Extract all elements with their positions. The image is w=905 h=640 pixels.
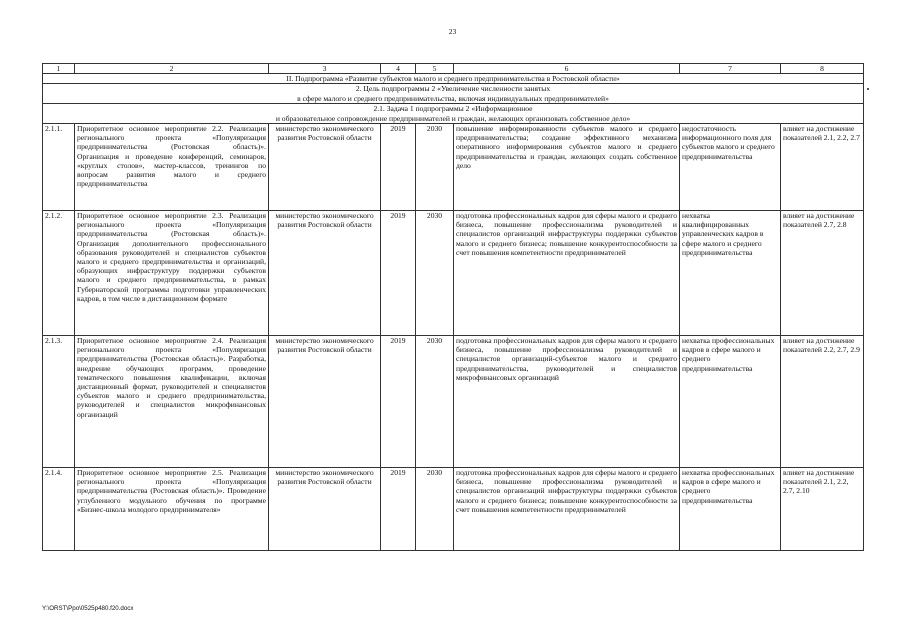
column-number: 3 [269, 64, 381, 74]
column-number: 7 [680, 64, 781, 74]
row-number: 2.1.2. [43, 211, 75, 336]
end-year-cell: 2030 [416, 468, 454, 551]
indicators-cell: влияет на достижение показателей 2.2, 2.7, 2.9 [781, 336, 864, 468]
row-number: 2.1.4. [43, 468, 75, 551]
column-number-row [43, 64, 864, 74]
page-number: 23 [448, 27, 457, 36]
table-row [43, 124, 864, 211]
start-year-cell: 2019 [381, 211, 416, 336]
column-number: 1 [43, 64, 75, 74]
row-number: 2.1.3. [43, 336, 75, 468]
consequences-cell: нехватка квалифицированных управленческих кадров в сфере малого и среднего предпринимательства [680, 211, 781, 336]
indicators-cell: влияет на достижение показателей 2.7, 2.8 [781, 211, 864, 336]
column-number: 8 [781, 64, 864, 74]
task-header-line-2: и образовательное сопровождение предпринимателей и граждан, желающих организовать собственное дело» [275, 113, 631, 123]
end-year-cell: 2030 [416, 336, 454, 468]
goal-header-row [43, 84, 864, 104]
table-row [43, 468, 864, 551]
task-header-row [43, 104, 864, 124]
consequences-cell: нехватка профессиональных кадров в сфере малого и среднего предпринимательства [680, 468, 781, 551]
column-number: 6 [454, 64, 680, 74]
goal-header-line-1: 2. Цель подпрограммы 2 «Увеличение численности занятых [355, 84, 551, 94]
end-year-cell: 2030 [416, 211, 454, 336]
event-cell: Приоритетное основное мероприятие 2.5. Реализация регионального проекта «Популяризация предпринимательства (Ростовская область)». Проведение углубленного модульного обучения по программе «Бизнес-школа молодого предпринимателя» [75, 468, 269, 551]
task-header [43, 104, 864, 124]
executor-cell: министерство экономического развития Ростовской области [269, 468, 381, 551]
indicators-cell: влияет на достижение показателей 2.1, 2.2, 2.7 [781, 124, 864, 211]
row-number: 2.1.1. [43, 124, 75, 211]
consequences-cell: нехватка профессиональных кадров в сфере малого и среднего предпринимательства [680, 336, 781, 468]
indicators-cell: влияет на достижение показателей 2.1, 2.2, 2.7, 2.10 [781, 468, 864, 551]
event-cell: Приоритетное основное мероприятие 2.3. Реализация регионального проекта «Популяризация предпринимательства (Ростовская область)». Организация дополнительного профессионального образования руководителей и специалистов субъектов малого и среднего предпринимательства и организаций, образующих инфраструктуру поддержки субъектов малого и среднего предпринимательства, в рамках Губернаторской программы подготовки управленческих кадров, в том числе в дистанционном формате [75, 211, 269, 336]
result-cell: подготовка профессиональных кадров для сферы малого и среднего бизнеса, повышение профессионализма руководителей и специалистов организаций инфраструктуры поддержки субъектов малого и среднего бизнеса; повышение конкурентоспособности за счет повышения компетентности предпринимателей [454, 211, 680, 336]
table-row [43, 211, 864, 336]
executor-cell: министерство экономического развития Ростовской области [269, 336, 381, 468]
consequences-cell: недостаточность информационного поля для субъектов малого и среднего предпринимательства [680, 124, 781, 211]
start-year-cell: 2019 [381, 124, 416, 211]
program-table [42, 63, 864, 551]
table-row [43, 336, 864, 468]
result-cell: подготовка профессиональных кадров для сферы малого и среднего бизнеса, повышение профессионализма руководителей и специалистов организаций-субъектов малого и среднего предпринимательства, руководителей и специалистов микрофинансовых организаций [454, 336, 680, 468]
executor-cell: министерство экономического развития Ростовской области [269, 124, 381, 211]
file-path-footer: Y:\ORST\Ppo\0525p480.f20.docx [42, 605, 134, 612]
column-number: 2 [75, 64, 269, 74]
executor-cell: министерство экономического развития Ростовской области [269, 211, 381, 336]
subprogram-header-row [43, 74, 864, 84]
subprogram-header: II. Подпрограмма «Развитие субъектов малого и среднего предпринимательства в Ростовской области» [43, 74, 864, 84]
start-year-cell: 2019 [381, 336, 416, 468]
result-cell: повышение информированности субъектов малого и среднего предпринимательства; создание эффективного механизма оперативного информирования субъектов малого и среднего предпринимательства и граждан, желающих создать собственное дело [454, 124, 680, 211]
column-number: 4 [381, 64, 416, 74]
task-header-line-1: 2.1. Задача 1 подпрограммы 2 «Информационное [373, 104, 533, 114]
result-cell: подготовка профессиональных кадров для сферы малого и среднего бизнеса, повышение профессионализма руководителей и специалистов организаций инфраструктуры поддержки субъектов малого и среднего бизнеса; повышение конкурентоспособности за счет повышения компетентности предпринимателей [454, 468, 680, 551]
event-cell: Приоритетное основное мероприятие 2.4. Реализация регионального проекта «Популяризация предпринимательства (Ростовская область)». Разработка, внедрение обучающих программ, проведение тематического повышения квалификации, включая дистанционный формат, руководителей и специалистов субъектов малого и среднего предпринимательства, руководителей и специалистов микрофинансовых организаций [75, 336, 269, 468]
end-year-cell: 2030 [416, 124, 454, 211]
column-number: 5 [416, 64, 454, 74]
event-cell: Приоритетное основное мероприятие 2.2. Реализация регионального проекта «Популяризация предпринимательства (Ростовская область)». Организация и проведение конференций, семинаров, «круглых столов», мастер-классов, тренингов по вопросам развития малого и среднего предпринимательства [75, 124, 269, 211]
margin-mark [867, 88, 869, 90]
start-year-cell: 2019 [381, 468, 416, 551]
goal-header-line-2: в сфере малого и среднего предпринимательства, включая индивидуальных предпринимателей» [297, 93, 609, 103]
goal-header [43, 84, 864, 104]
